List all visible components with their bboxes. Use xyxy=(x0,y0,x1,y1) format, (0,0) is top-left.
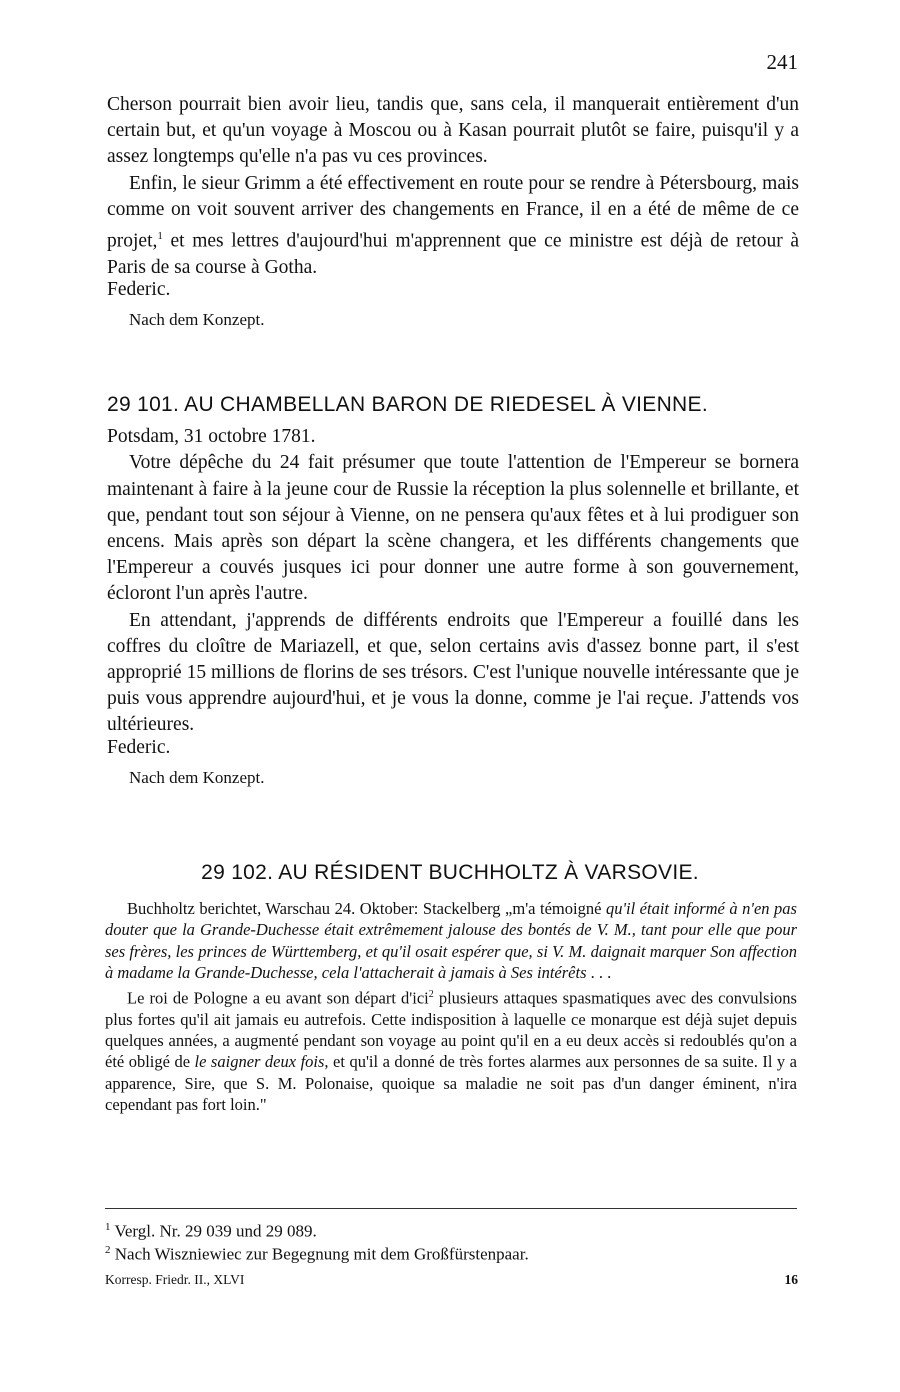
signature: Federic. xyxy=(107,736,171,758)
paragraph: Cherson pourrait bien avoir lieu, tandis que, sans cela, il manquerait entièrement d'un certain but, et qu'un voyage à Moscou ou à Kasan pourrait plutôt se faire, puisqu'il y a assez longtemps qu'elle n'a pas vu ces provinces. xyxy=(107,94,799,168)
letter-29102-body xyxy=(105,898,797,1116)
letter-heading: 29 101. AU CHAMBELLAN BARON DE RIEDESEL À VIENNE. xyxy=(107,393,708,416)
paragraph: Votre dépêche du 24 fait présumer que toute l'attention de l'Empereur se bornera maintenant à faire à la jeune cour de Russie la réception la plus solennelle et brillante, et que, pendant tout son séjour à Vienne, on ne pensera qu'aux fêtes et à lui prodiguer son encens. Mais après son départ la scène changera, et les différents changements que l'Empereur a couvés jusques ici pour donner une autre forme à son gouvernement, écloront l'un après l'autre. xyxy=(107,452,799,605)
source-note: Nach dem Konzept. xyxy=(129,310,265,330)
continuation-block xyxy=(107,92,799,333)
page-number: 241 xyxy=(766,50,798,74)
signature-mark: Korresp. Friedr. II., XLVI xyxy=(105,1272,245,1287)
place-date: Potsdam, 31 octobre 1781. xyxy=(107,426,316,448)
paragraph: Enfin, le sieur Grimm a été effectivement en route pour se rendre à Pétersbourg, mais comme on voit souvent arriver des changements en France, il en a été de même de ce projet,$^1$ et mes lettres d'aujourd'hui m'apprennent que ce ministre est déjà de retour à Paris de sa course à Gotha. xyxy=(107,172,799,278)
footnote: $^2$ Nach Wiszniewiec zur Begegnung mit dem Großfürstenpaar. xyxy=(105,1244,529,1264)
paragraph: En attendant, j'apprends de différents endroits que l'Empereur a fouillé dans les coffres du cloître de Mariazell, et que, selon certains avis d'assez bonne part, il s'est approprié 15 millions de florins de ses trésors. C'est l'unique nouvelle intéressante que je puis vous apprendre aujourd'hui, et je vous la donne, comme je l'ai reçue. J'attends vos ultérieures. xyxy=(107,609,799,736)
paragraph: Buchholtz berichtet, Warschau 24. Oktober: Stackelberg „m'a témoigné qu'il était informé à n'en pas douter que la Grande-Duchesse était extrêmement jalouse des bontés de V. M., tant pour elle que pour ses frères, les princes de Württemberg, et qu'il osait espérer que, si V. M. daignait marquer Son affection à madame la Grande-Duchesse, cela l'attacherait à jamais à Ses intérêts . . . xyxy=(105,899,797,983)
footnote-ref: 2 xyxy=(428,988,434,1000)
letter-heading: 29 102. AU RÉSIDENT BUCHHOLTZ À VARSOVIE. xyxy=(201,861,699,884)
source-note: Nach dem Konzept. xyxy=(129,767,265,787)
paragraph: Le roi de Pologne a eu avant son départ d'ici$^2$ plusieurs attaques spasmatiques avec des convulsions plus fortes qu'il ait jamais eu autrefois. Cette indisposition à laquelle ce monarque est déjà sujet depuis quelques années, a augmenté pendant son voyage au point qu'il en a eu deux accès si redoublés qu'on a été obligé de le saigner deux fois, et qu'il a donné de très fortes alarmes aux personnes de sa suite. Il y a apparence, Sire, que S. M. Polonaise, quoique sa maladie ne soit pas d'un danger éminent, n'ira cependant pas fort loin." xyxy=(105,988,797,1115)
signature-number: 16 xyxy=(784,1272,798,1287)
footnote-ref: 1 xyxy=(157,230,163,243)
footnote-divider xyxy=(105,1208,797,1209)
letter-29101 xyxy=(107,392,799,791)
signature: Federic. xyxy=(107,278,171,300)
footnote: $^1$ Vergl. Nr. 29 039 und 29 089. xyxy=(105,1221,317,1241)
